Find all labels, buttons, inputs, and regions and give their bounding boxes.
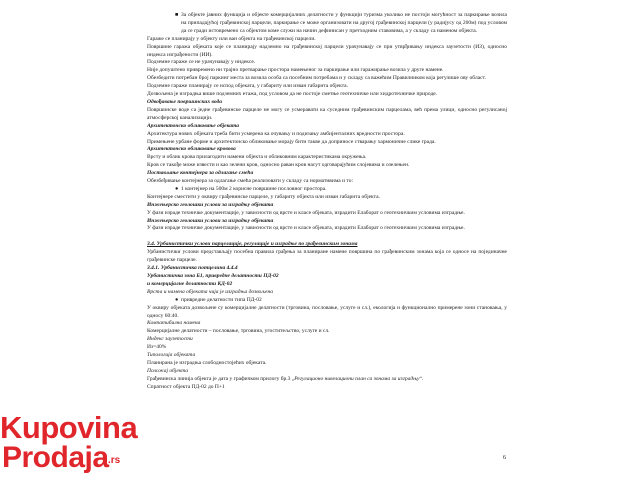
paragraph: Спратност објекта ПД-02 до П+1 — [147, 383, 225, 390]
text-run: Грађевинска линија објекта је дата у графичком прилогу бр.3 „ — [147, 375, 295, 382]
paragraph: Из=40% — [147, 344, 167, 351]
bullet-icon: ● — [175, 296, 179, 303]
subsection-heading: Постављање контејнера за одлагање смећа — [147, 170, 254, 177]
subsection-heading: Архитектонско обликовање објеката — [147, 122, 239, 129]
page-number: 6 — [503, 455, 506, 461]
list-item-text: 1 контејнер на 500м 2 корисне површине пословног простора. — [181, 185, 327, 192]
paragraph: Урбанистички услови представљају посебна правила грађења за планиране намене површина по грађевинским зонама која се односе на појединачне грађевинске парцеле. — [147, 249, 507, 264]
paragraph: У фази израде техничке документације, у зависности од врсте и класе објеката, израдити Елаборат о геотехничким условима изградње. — [147, 225, 465, 232]
list-item — [147, 297, 507, 305]
paragraph: Обезбеђивање контејнера за одлагање смећа реализовати у складу са нормативима и то: — [147, 178, 354, 185]
paragraph: Није допуштено привремено ни трајно претварање простора намењеног за паркирање или гаражирање возила у друге намене. — [147, 67, 444, 74]
subsection-heading: Архитектонско обликовање кровова — [147, 146, 236, 153]
watermark-line: Prodaja — [2, 441, 109, 474]
subsection-heading: Инжењерско геолошки услови за изградњу објеката — [147, 201, 274, 208]
paragraph: Површине гаража објеката које се планирају надземно на грађевинској парцели урачунавају се при утврђивању индекса заузетости (ИЗ), односно индекса изграђености (ИИ). — [147, 43, 507, 58]
sub-heading: 3.4.1. Урбанистичка потцелина 4.4.4 — [147, 265, 238, 272]
paragraph: Планирана је изградња слободностојећих објеката. — [147, 359, 267, 366]
zone-heading: и комерцијалне делатности КД-02 — [147, 280, 233, 287]
section-heading: 3.4. Урбанистички услови парцелације, регулације и изградње по грађевинским зонама — [147, 241, 358, 248]
watermark-line: Kupovina — [0, 410, 138, 445]
list-item-text: За објекте јавних функција и објекте комерцијалних делатности у функцији туризма уколико не постоји могућност за паркирање возила на припадајућој грађевинској парцели, паркирање се може организовати на другој грађевинској парцели (у радијусу од 200м) под условом да се гради истовремено са објектом коме служи на начин дефинисан у претходним ставовима, а у складу са наменом објекта. — [181, 12, 507, 34]
paragraph — [147, 376, 507, 384]
paragraph: Контејнере сместити у оквиру грађевинске парцеле, у габариту објекта или изван габарита објекта. — [147, 193, 380, 200]
watermark-logo — [0, 410, 150, 480]
list-item — [147, 186, 507, 194]
document-page — [147, 12, 507, 392]
zone-heading: Урбанистичка зона Б1, привредне делатности ПД-02 — [147, 273, 279, 279]
watermark-suffix: .rs — [108, 455, 121, 466]
paragraph: У фази израде техничке документације, у зависности од врсте и класе објеката, израдити Елаборат о геотехничким условима изградње. — [147, 209, 465, 216]
paragraph: Врсту и облик крова прилагодити намени објекта и обликовним карактеристикама окружења. — [147, 154, 367, 161]
field-label: Компатибилна намена — [147, 320, 201, 327]
paragraph: У оквиру објеката дозвољене су комерцијалне делатности (трговина, пословање, услуге и сл.), екологија и функционално примерене зони становања, у односу 60:40. — [147, 304, 507, 319]
bullet-icon: ● — [175, 185, 179, 192]
paragraph: Архитектура нових објеката треба бити усмерена ка очувању и подизању амбијенталних вредности простора. — [147, 130, 405, 137]
paragraph: Подземне гараже планирају се испод објеката, у габариту или изван габарита објекта. — [147, 83, 348, 90]
paragraph: Кров се такође може извести и као зелени кров, односно раван кров насут одговарајућим слојевима и озелењен. — [147, 162, 410, 169]
paragraph: Примењене урбане форме и архитектонско обликовање морају бити такве да доприносе стварању хармоничне слике града. — [147, 138, 436, 145]
paragraph: Површинске воде са једне грађевинске парцеле не могу се усмеравати ка суседним грађевинским парцелама, већ према улици, односно регулисаној атмосферској канализацији. — [147, 106, 507, 121]
bullet-icon: ■ — [175, 12, 179, 18]
field-label: Типологија објеката — [147, 352, 196, 359]
field-label: Индекс заузетости — [147, 336, 193, 343]
subsection-heading: Инжењерско геолошки услови за изградњу објеката — [147, 217, 274, 224]
paragraph: Подземне гараже се не урачунавају у индексе. — [147, 59, 256, 66]
paragraph: Гараже се планирају у објекту или ван објекта на грађевинској парцели. — [147, 35, 316, 42]
paragraph: Комерцијалне делатности – пословање, трговина, угоститељство, услуге и сл. — [147, 328, 330, 335]
paragraph-group — [147, 36, 507, 186]
field-label: Положај објекта — [147, 367, 189, 374]
list-item-text: привредне делатности типа ПД-02 — [181, 296, 262, 303]
subsection-heading: Одвођавање површинских вода — [147, 98, 223, 105]
paragraph-group — [147, 194, 507, 234]
text-run: Регулационо нивелациони план са зонама за изградњу — [294, 375, 420, 382]
paragraph: Обезбедити потребан број паркинг места за возила особа са посебним потребама и у складу са важећим Правилником која регулише ову област. — [147, 75, 486, 82]
text-run: “. — [419, 375, 424, 382]
field-label: Врста и намена објеката чија је изградња дозвољена — [147, 288, 273, 295]
paragraph: Дозвољена је изградња више подземних етажа, под условом да не постоје сметње геотехничке или хидротехничке природе. — [147, 91, 438, 98]
list-item — [147, 12, 507, 36]
